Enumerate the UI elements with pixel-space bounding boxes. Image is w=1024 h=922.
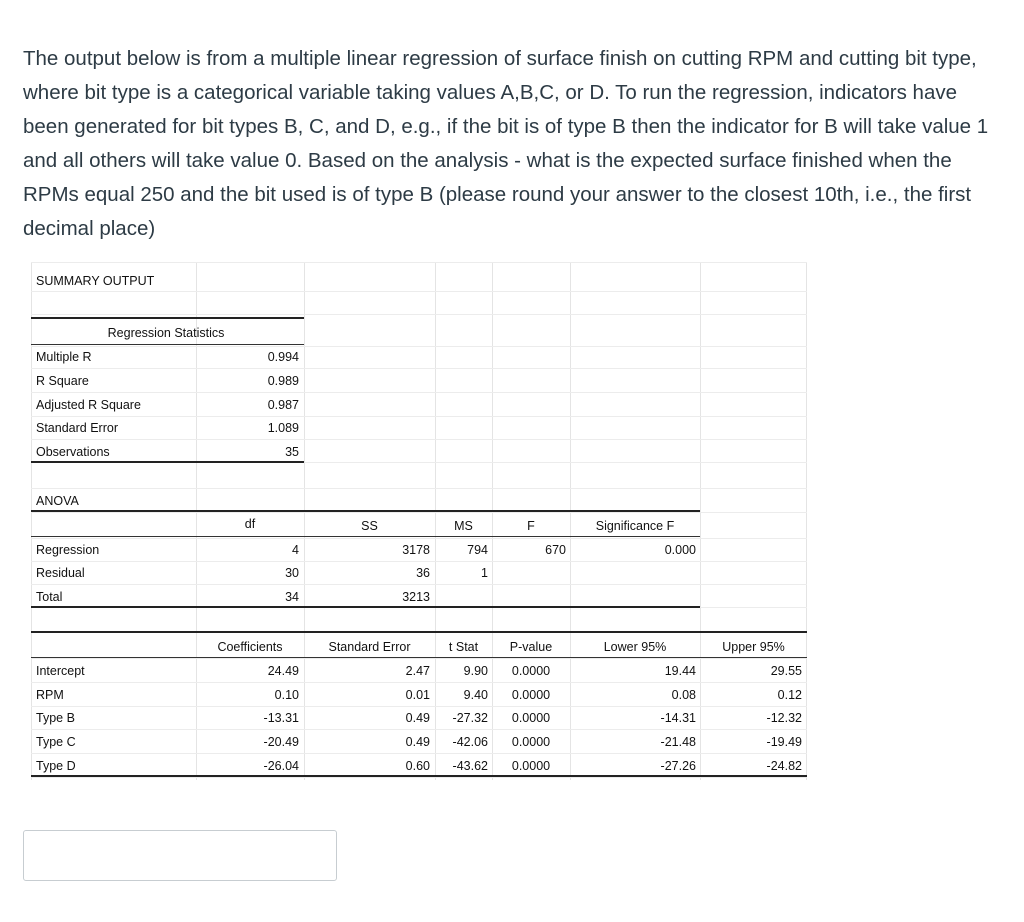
coef-header-upper-95: Upper 95% [722,640,785,654]
anova-title: ANOVA [36,494,79,508]
regression-output-table [31,262,807,780]
stat-label: R Square [36,374,89,388]
stat-label: Standard Error [36,421,118,435]
coef-p-value: 0.0000 [511,688,551,702]
anova-df: 4 [292,543,299,557]
coef-upper-95: -12.32 [766,711,802,725]
rule [31,631,807,633]
stat-value: 35 [285,445,299,459]
summary-title: SUMMARY OUTPUT [36,274,155,288]
anova-df: 34 [285,590,299,604]
stat-value: 0.987 [267,398,299,412]
coef-lower-95: 19.44 [664,664,696,678]
anova-f: 670 [545,543,566,557]
anova-row-label: Total [36,590,63,604]
rule [31,510,700,512]
coef-t-stat: -42.06 [452,735,488,749]
rule [31,317,304,319]
coef-t-stat: -43.62 [452,759,488,773]
anova-ms: 1 [481,566,488,580]
coef-value: -13.31 [263,711,299,725]
coef-value: -20.49 [263,735,299,749]
rule [31,606,700,608]
coef-p-value: 0.0000 [511,759,551,773]
coef-standard-error: 0.60 [405,759,430,773]
coef-p-value: 0.0000 [511,664,551,678]
coef-upper-95: -24.82 [766,759,802,773]
anova-ss: 3213 [402,590,430,604]
coef-standard-error: 0.49 [405,735,430,749]
coef-t-stat: 9.40 [463,688,488,702]
coef-upper-95: 0.12 [777,688,802,702]
coef-value: -26.04 [263,759,299,773]
coef-lower-95: -21.48 [660,735,696,749]
anova-header-ms: MS [454,519,473,533]
answer-input[interactable] [23,830,337,881]
coef-header-p-value: P-value [509,640,553,654]
coef-header-lower-95: Lower 95% [603,640,667,654]
anova-row-label: Regression [36,543,100,557]
rule [31,775,807,777]
anova-header-f: F [527,519,535,533]
coef-value: 24.49 [267,664,299,678]
coef-row-label: Type B [36,711,75,725]
coef-standard-error: 0.01 [405,688,430,702]
coef-lower-95: 0.08 [671,688,696,702]
anova-header-ss: SS [361,519,378,533]
rule [31,461,304,463]
coef-row-label: Type D [36,759,76,773]
anova-ss: 36 [416,566,430,580]
coef-row-label: Type C [36,735,76,749]
stat-value: 0.994 [267,350,299,364]
anova-row-label: Residual [36,566,85,580]
coef-standard-error: 0.49 [405,711,430,725]
rule [31,657,807,658]
stat-label: Multiple R [36,350,92,364]
question-text: The output below is from a multiple linear regression of surface finish on cutting RPM and cutting bit type, where bit type is a categorical variable taking values A,B,C, or D. To run the regression, indicators have been generated for bit types B, C, and D, e.g., if the bit is of type B then the indicator for B will take value 1 and all others will take value 0. Based on the analysis - what is the expected surface finished when the RPMs equal 250 and the bit used is of type B (please round your answer to the closest 10th, i.e., the first decimal place) [23,47,989,240]
anova-ss: 3178 [402,543,430,557]
anova-ms: 794 [467,543,488,557]
coef-header-standard-error: Standard Error [328,640,411,654]
anova-df: 30 [285,566,299,580]
coef-t-stat: -27.32 [452,711,488,725]
coef-standard-error: 2.47 [405,664,430,678]
anova-header-significance-f: Significance F [595,519,675,533]
coef-t-stat: 9.90 [463,664,488,678]
anova-significance-f: 0.000 [664,543,696,557]
coef-p-value: 0.0000 [511,735,551,749]
stat-value: 0.989 [267,374,299,388]
coef-header-t-stat: t Stat [448,640,479,654]
coef-p-value: 0.0000 [511,711,551,725]
rule [31,536,700,537]
coef-header-coefficients: Coefficients [217,640,283,654]
coef-lower-95: -27.26 [660,759,696,773]
rule [31,344,304,345]
stat-label: Adjusted R Square [36,398,141,412]
stat-label: Observations [36,445,110,459]
coef-lower-95: -14.31 [660,711,696,725]
coef-value: 0.10 [274,688,299,702]
coef-row-label: Intercept [36,664,85,678]
stat-value: 1.089 [267,421,299,435]
coef-row-label: RPM [36,688,64,702]
coef-upper-95: -19.49 [766,735,802,749]
coef-upper-95: 29.55 [770,664,802,678]
anova-header-df: df [244,517,256,531]
regression-statistics-header: Regression Statistics [107,326,225,340]
